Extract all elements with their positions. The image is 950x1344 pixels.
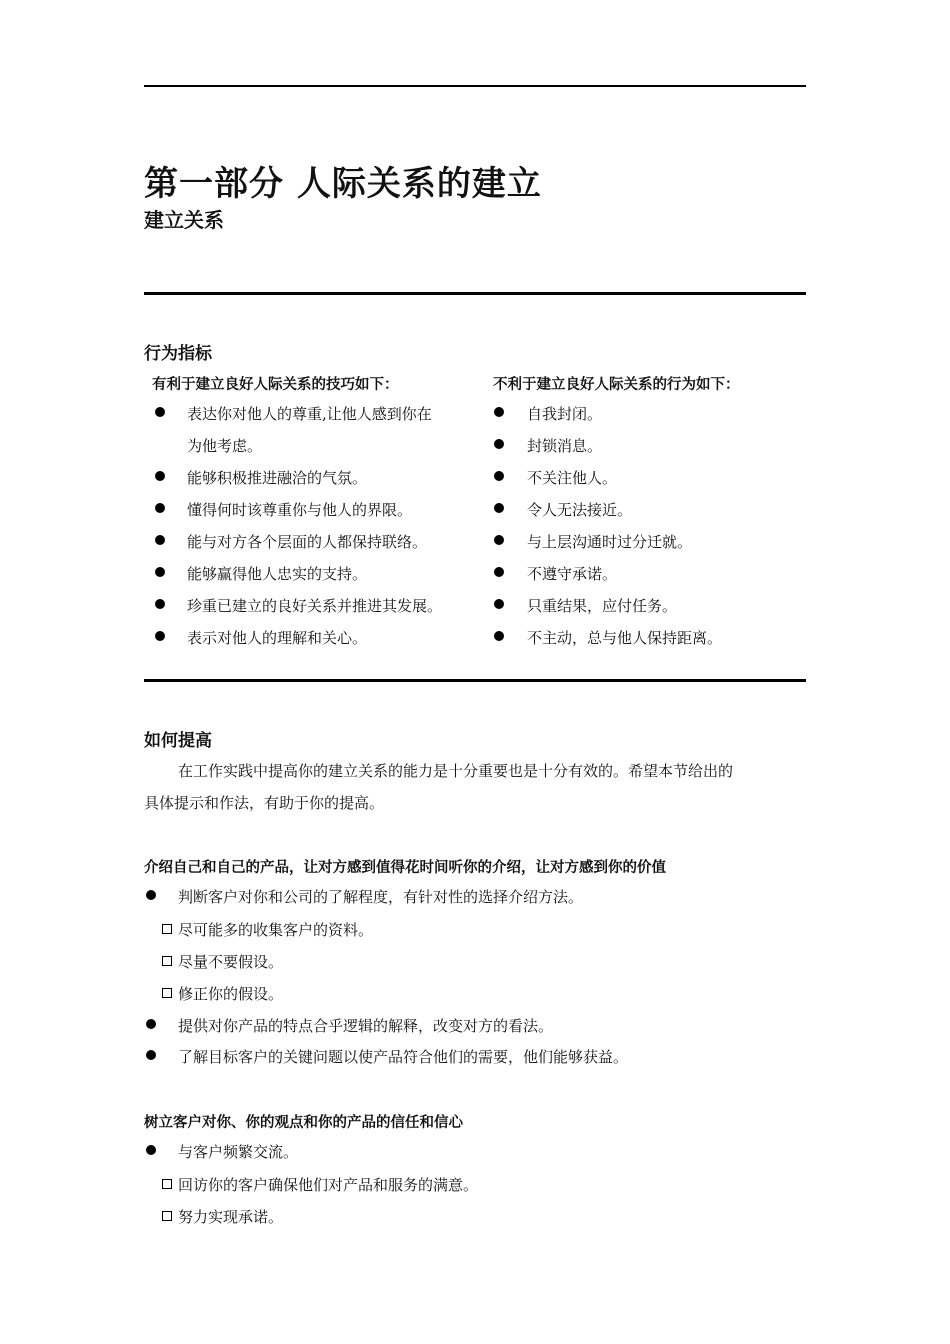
page-title: 第一部分 人际关系的建立: [144, 164, 542, 204]
checkbox-square-icon: [162, 1179, 172, 1189]
checkbox-square-icon: [162, 988, 172, 998]
bullet-icon: [155, 599, 165, 609]
list-item: 判断客户对你和公司的了解程度，有针对性的选择介绍方法。: [178, 888, 584, 906]
section-rule-2: [144, 679, 806, 682]
bullet-icon: [155, 631, 165, 641]
list-item: 与上层沟通时过分迁就。: [527, 533, 693, 551]
list-item: 不遵守承诺。: [527, 565, 618, 583]
bullet-icon: [155, 567, 165, 577]
list-item: 令人无法接近。: [527, 501, 633, 519]
bullet-icon: [494, 407, 504, 417]
intro-paragraph-line-2: 具体提示和作法，有助于你的提高。: [144, 794, 385, 812]
section-rule-1: [144, 292, 806, 295]
list-item: 能够积极推进融洽的气氛。: [187, 469, 368, 487]
bullet-icon: [155, 471, 165, 481]
bullet-icon: [155, 503, 165, 513]
top-rule: [144, 85, 806, 87]
bullet-icon: [494, 471, 504, 481]
positive-behaviors-header: 有利于建立良好人际关系的技巧如下：: [152, 377, 399, 393]
list-item: 封锁消息。: [527, 437, 603, 455]
sub-list-item: 尽量不要假设。: [178, 953, 284, 971]
bullet-icon: [494, 599, 504, 609]
list-item: 能与对方各个层面的人都保持联络。: [187, 533, 428, 551]
bullet-icon: [494, 503, 504, 513]
bullet-icon: [494, 535, 504, 545]
checkbox-square-icon: [162, 1211, 172, 1221]
bullet-icon: [146, 890, 156, 900]
sub-list-item: 回访你的客户确保他们对产品和服务的满意。: [178, 1176, 479, 1194]
checkbox-square-icon: [162, 956, 172, 966]
negative-behaviors-header: 不利于建立良好人际关系的行为如下：: [493, 377, 740, 393]
list-item: 了解目标客户的关键问题以使产品符合他们的需要，他们能够获益。: [178, 1048, 629, 1066]
bullet-icon: [494, 567, 504, 577]
bullet-icon: [494, 439, 504, 449]
bullet-icon: [155, 535, 165, 545]
bullet-icon: [146, 1050, 156, 1060]
section1-heading: 介绍自己和自己的产品，让对方感到值得花时间听你的介绍，让对方感到你的价值: [144, 860, 666, 876]
list-item: 提供对你产品的特点合乎逻辑的解释，改变对方的看法。: [178, 1017, 554, 1035]
list-item: 表示对他人的理解和关心。: [187, 629, 368, 647]
list-item: 不主动，总与他人保持距离。: [527, 629, 723, 647]
page-subtitle: 建立关系: [144, 208, 224, 232]
sub-list-item: 努力实现承诺。: [178, 1208, 284, 1226]
intro-paragraph-line-1: 在工作实践中提高你的建立关系的能力是十分重要也是十分有效的。希望本节给出的: [178, 762, 734, 780]
bullet-icon: [146, 1019, 156, 1029]
list-item: 只重结果，应付任务。: [527, 597, 678, 615]
list-item: 与客户频繁交流。: [178, 1143, 299, 1161]
section2-heading: 树立客户对你、你的观点和你的产品的信任和信心: [144, 1115, 463, 1131]
behavior-heading: 行为指标: [144, 344, 212, 364]
list-item: 懂得何时该尊重你与他人的界限。: [187, 501, 413, 519]
sub-list-item: 尽可能多的收集客户的资料。: [178, 921, 374, 939]
list-item: 不关注他人。: [527, 469, 618, 487]
list-item: 珍重已建立的良好关系并推进其发展。: [187, 597, 443, 615]
improve-heading: 如何提高: [144, 731, 212, 751]
sub-list-item: 修正你的假设。: [178, 985, 284, 1003]
list-item: 表达你对他人的尊重,让他人感到你在: [187, 405, 432, 423]
list-item: 能够赢得他人忠实的支持。: [187, 565, 368, 583]
list-item: 自我封闭。: [527, 405, 603, 423]
list-item-continuation: 为他考虑。: [187, 437, 263, 455]
checkbox-square-icon: [162, 924, 172, 934]
bullet-icon: [146, 1145, 156, 1155]
bullet-icon: [494, 631, 504, 641]
bullet-icon: [155, 407, 165, 417]
